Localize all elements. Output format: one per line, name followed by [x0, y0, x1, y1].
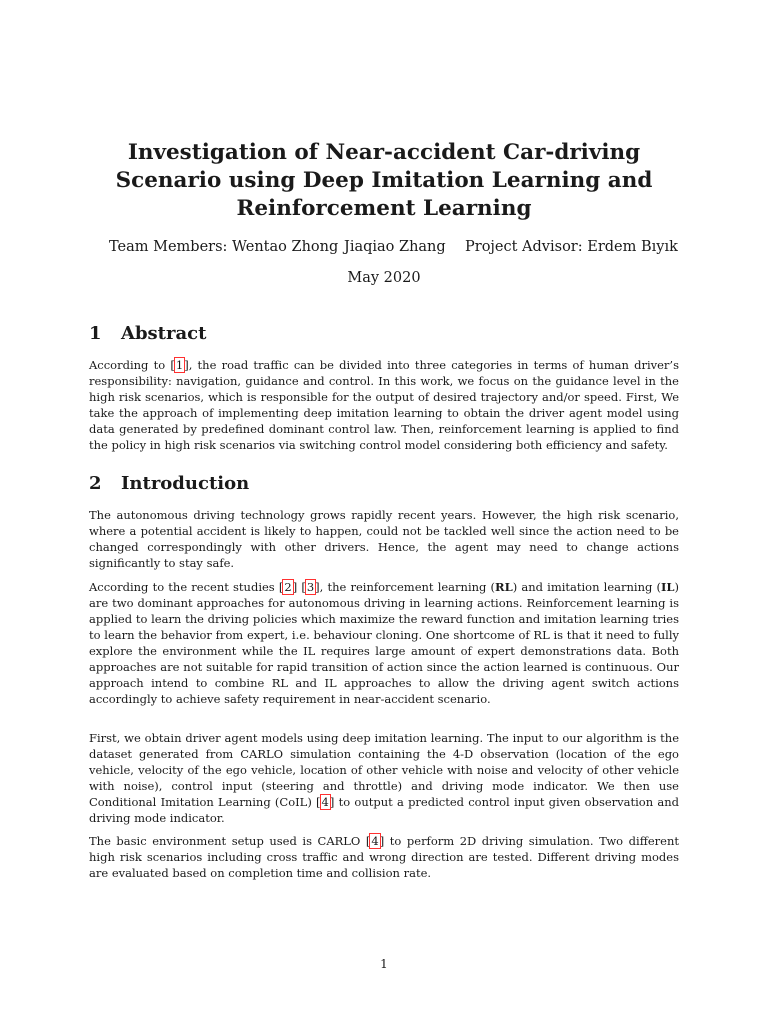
citation-link[interactable]: 1	[175, 358, 184, 372]
abstract-paragraph: According to [1], the road traffic can be divided into three categories in terms of human driver’s responsibility: navigation, guidance and control. In this work, we focus on the guidance level in the high risk scenarios, which is responsible for the output of desired trajectory and/or speed. First, We take the approach of implementing deep imitation learning to obtain the driver agent model using data generated by predefined dominant control law. Then, reinforcement learning is applied to find the policy in high risk scenarios via switching control model considering both efficiency and safety.	[89, 358, 679, 452]
intro-paragraph-2: According to the recent studies [2] [3], the reinforcement learning (RL) and imitation learning (IL) are two dominant approaches for autonomous driving in learning actions. Reinforcement learning is applied to learn the driving policies which maximize the reward function and imitation learning tries to learn the behavior from expert, i.e. behaviour cloning. One shortcome of RL is that it need to fully explore the environment while the IL requires large amount of expert demonstrations data. Both approaches are not suitable for rapid transition of action since the action learned is continuous. Our approach intend to combine RL and IL approaches to allow the driving agent switch actions accordingly to achieve safety requirement in near-accident scenario.	[89, 580, 679, 706]
paper-date: May 2020	[347, 270, 421, 286]
bold-abbrev-il: IL	[661, 580, 675, 594]
section-number: 2	[89, 473, 102, 494]
section-title: Introduction	[121, 473, 250, 494]
citation-link[interactable]: 4	[371, 834, 379, 848]
text-run: , the road traffic can be divided into three categories in terms of human driver’s responsibility: navigation, guidance and control. In this work, we focus on the guidance level in the high risk scenarios, which is responsible for the output of desired trajectory and/or speed. First, We take the approach of implementing deep imitation learning to obtain the driver agent model using data generated by predefined dominant control law. Then, reinforcement learning is applied to find the policy in high risk scenarios via switching control model considering both efficiency and safety.	[89, 358, 679, 452]
text-run: ) are two dominant approaches for autonomous driving in learning actions. Reinforcement learning is applied to learn the driving policies which maximize the reward function and imitation learning tries to learn the behavior from expert, i.e. behaviour cloning. One shortcome of RL is that it need to fully explore the environment while the IL requires large amount of expert demonstrations data. Both approaches are not suitable for rapid transition of action since the action learned is continuous. Our approach intend to combine RL and IL approaches to allow the driving agent switch actions accordingly to achieve safety requirement in near-accident scenario.	[89, 580, 679, 706]
author-team-members: Team Members: Wentao Zhong	[109, 239, 339, 255]
citation-link[interactable]: 4	[321, 795, 329, 809]
citation-link[interactable]: 3	[306, 580, 315, 594]
text-run: According to the recent studies	[89, 580, 279, 594]
paper-title: Investigation of Near-accident Car-driving Scenario using Deep Imitation Learning and Reinforcement Learning	[115, 140, 653, 221]
intro-paragraph-1: The autonomous driving technology grows rapidly recent years. However, the high risk scenario, where a potential accident is likely to happen, could not be tackled well since the action need to be changed correspondingly with other drivers. Hence, the agent may need to change actions significantly to stay safe.	[89, 508, 679, 570]
section-heading-abstract	[89, 323, 206, 344]
citation-link[interactable]: 2	[284, 580, 292, 594]
text-run: to output a predicted control input given observation and driving mode indicator.	[89, 795, 679, 825]
author-advisor: Project Advisor: Erdem Bıyık	[465, 239, 678, 255]
text-run: , the reinforcement learning (	[319, 580, 496, 594]
section-heading-introduction	[89, 473, 249, 494]
text-run: First, we obtain driver agent models using deep imitation learning. The input to our algorithm is the dataset generated from CARLO simulation containing the 4-D observation (location of the ego vehicle, velocity of the ego vehicle, location of other vehicle with noise and velocity of other vehicle with noise), control input (steering and throttle) and driving mode indicator. We then use Conditional Imitation Learning (CoIL)	[89, 731, 679, 809]
intro-paragraph-4: The basic environment setup used is CARLO [4] to perform 2D driving simulation. Two different high risk scenarios including cross traffic and wrong direction are tested. Different driving modes are evaluated based on completion time and collision rate.	[89, 834, 679, 880]
author-second: Jiaqiao Zhang	[344, 239, 446, 255]
text-run: The basic environment setup used is CARLO	[89, 834, 366, 848]
intro-paragraph-3: First, we obtain driver agent models using deep imitation learning. The input to our algorithm is the dataset generated from CARLO simulation containing the 4-D observation (location of the ego vehicle, velocity of the ego vehicle, location of other vehicle with noise and velocity of other vehicle with noise), control input (steering and throttle) and driving mode indicator. We then use Conditional Imitation Learning (CoIL) [4] to output a predicted control input given observation and driving mode indicator.	[89, 731, 679, 825]
bold-abbrev-rl: RL	[495, 580, 513, 594]
section-title: Abstract	[121, 323, 207, 344]
text-run: According to	[89, 358, 171, 372]
author-line	[0, 239, 768, 259]
page-number: 1	[380, 957, 388, 971]
text-run: to perform 2D driving simulation. Two different high risk scenarios including cross traffic and wrong direction are tested. Different driving modes are evaluated based on completion time and collision rate.	[89, 834, 679, 880]
text-run: ) and imitation learning (	[512, 580, 662, 594]
section-number: 1	[89, 323, 102, 344]
